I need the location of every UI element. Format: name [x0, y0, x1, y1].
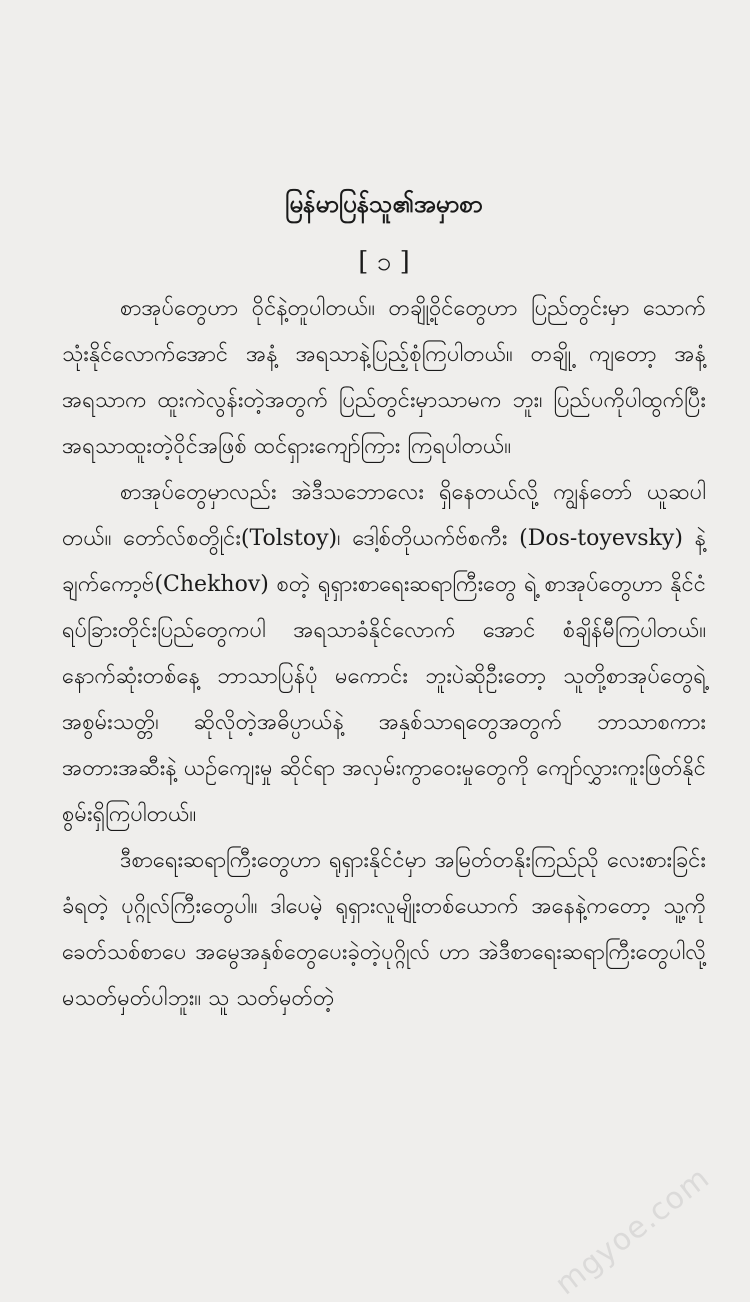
paragraph-3: ဒီစာရေးဆရာကြီးတွေဟာ ရုရှားနိုင်ငံမှာ အမြတ်တနိုးကြည်ညို လေးစားခြင်းခံရတဲ့ ပုဂ္ဂိုလ်ကြီးတွေပါ။ ဒါပေမဲ့ ရုရှားလူမျိုးတစ်ယောက် အနေနဲ့ကတော့ သူ့ကို ခေတ်သစ်စာပေ အမွေအနှစ်တွေပေးခဲ့တဲ့ပုဂ္ဂိုလ် ဟာ အဲဒီစာရေးဆရာကြီးတွေပါလို့ မသတ်မှတ်ပါဘူး။ သူ သတ်မှတ်တဲ့	[62, 848, 706, 1011]
watermark: mgyoe.com	[548, 1160, 716, 1302]
section-number: [ ၁ ]	[358, 247, 410, 277]
page-title: မြန်မာပြန်သူ၏အမှာစာ	[285, 189, 483, 218]
paragraph-1: စာအုပ်တွေဟာ ဝိုင်နဲ့တူပါတယ်။ တချို့ဝိုင်တွေဟာ ပြည်တွင်းမှာ သောက်သုံးနိုင်လောက်အောင် အနံ့ အရသာနဲ့ပြည့်စုံကြပါတယ်။ တချို့ ကျတော့ အနံ့ အရသာက ထူးကဲလွန်းတဲ့အတွက် ပြည်တွင်းမှာသာမက ဘူး၊ ပြည်ပကိုပါထွက်ပြီး အရသာထူးတဲ့ဝိုင်အဖြစ် ထင်ရှားကျော်ကြား ကြရပါတယ်။	[62, 296, 706, 459]
paragraph-2: စာအုပ်တွေမှာလည်း အဲဒီသဘောလေး ရှိနေတယ်လို့ ကျွန်တော် ယူဆပါတယ်။ တော်လ်စတွိုင်း(Tolstoy)၊ ဒေါ့စ်တိုယက်ဗ်စကီး (Dos-toyevsky) နဲ့ ချက်ကော့ဗ်(Chekhov) စတဲ့ ရုရှားစာရေးဆရာကြီးတွေ ရဲ့ စာအုပ်တွေဟာ နိုင်ငံရပ်ခြားတိုင်းပြည်တွေကပါ အရသာခံနိုင်လောက် အောင် စံချိန်မီကြပါတယ်။ နောက်ဆုံးတစ်နေ့ ဘာသာပြန်ပုံ မကောင်း ဘူးပဲဆိုဦးတော့ သူတို့စာအုပ်တွေရဲ့ အစွမ်းသတ္တိ၊ ဆိုလိုတဲ့အဓိပ္ပာယ်နဲ့ အနှစ်သာရတွေအတွက် ဘာသာစကား အတားအဆီးနဲ့ ယဉ်ကျေးမှု ဆိုင်ရာ အလှမ်းကွာဝေးမှုတွေကို ကျော်လွှားကူးဖြတ်နိုင်စွမ်းရှိကြပါတယ်။	[62, 480, 706, 827]
